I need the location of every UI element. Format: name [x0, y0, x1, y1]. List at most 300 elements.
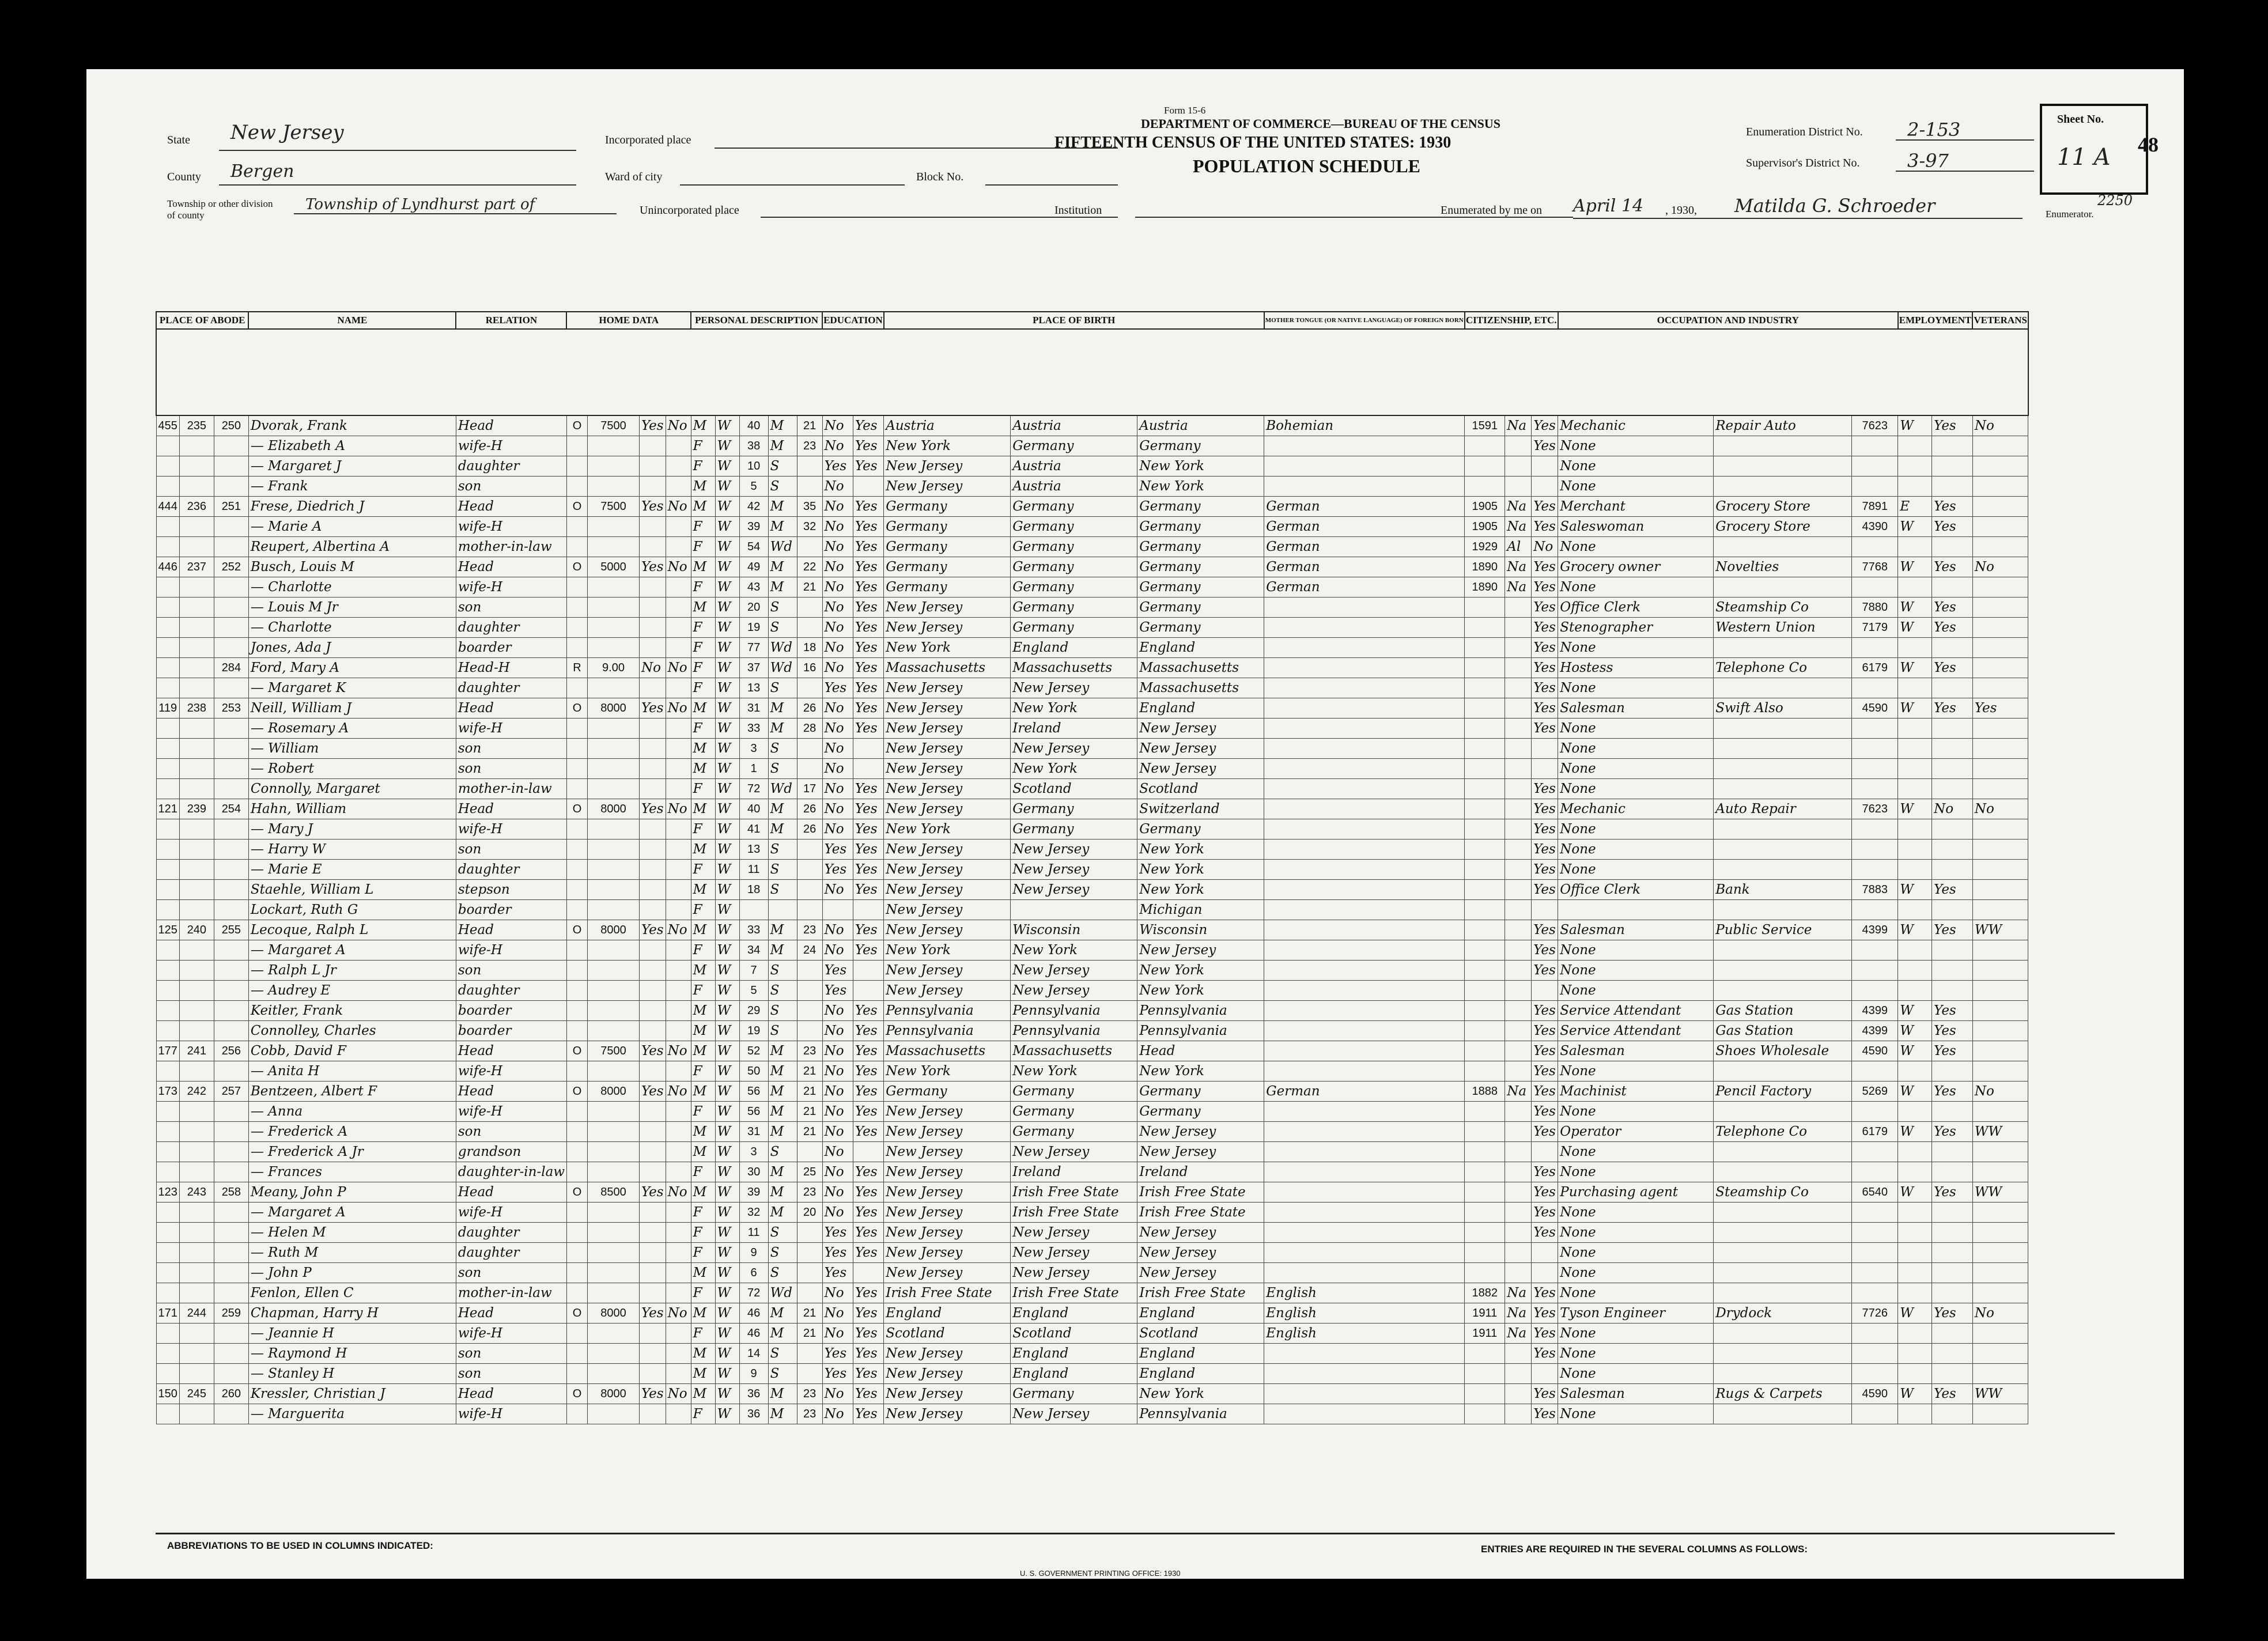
table-cell: Germany — [1011, 1384, 1137, 1404]
table-cell: Yes — [1532, 557, 1558, 577]
table-cell — [639, 1364, 666, 1384]
table-cell — [1898, 477, 1932, 497]
table-cell: W — [715, 415, 739, 436]
table-cell: Yes — [853, 415, 883, 436]
table-cell — [587, 860, 639, 880]
table-cell: No — [822, 415, 853, 436]
table-cell: Rugs & Carpets — [1714, 1384, 1852, 1404]
table-row — [156, 860, 2028, 880]
table-cell: M — [691, 1082, 715, 1102]
table-cell — [853, 739, 883, 759]
table-cell — [179, 840, 214, 860]
table-cell: Connolley, Charles — [248, 1021, 456, 1041]
table-cell: Yes — [639, 920, 666, 940]
table-cell: Germany — [1011, 1122, 1137, 1142]
table-cell — [666, 759, 691, 779]
table-cell — [1852, 779, 1898, 799]
state-label: State — [167, 134, 190, 146]
table-cell: Yes — [1532, 1223, 1558, 1243]
table-cell: No — [822, 1404, 853, 1424]
table-cell — [1972, 1041, 2028, 1061]
table-cell: Germany — [1011, 1082, 1137, 1102]
table-cell — [587, 900, 639, 920]
table-cell — [639, 860, 666, 880]
table-cell — [1972, 577, 2028, 598]
table-cell: 54 — [739, 537, 768, 557]
table-cell: 123 — [156, 1182, 179, 1203]
table-cell: None — [1558, 1203, 1714, 1223]
table-cell: son — [456, 1263, 566, 1283]
table-cell — [1465, 678, 1505, 698]
table-cell: No — [822, 1182, 853, 1203]
table-cell: New York — [1137, 860, 1264, 880]
table-cell: New Jersey — [1011, 961, 1137, 981]
table-cell — [1898, 1344, 1932, 1364]
table-cell — [1714, 1142, 1852, 1162]
table-cell: 52 — [739, 1041, 768, 1061]
table-cell — [1972, 1243, 2028, 1263]
table-cell: No — [822, 1162, 853, 1182]
table-cell — [797, 1001, 822, 1021]
table-cell: Germany — [1011, 557, 1137, 577]
table-cell — [1898, 1162, 1932, 1182]
table-cell — [1465, 981, 1505, 1001]
table-cell: — Margaret A — [248, 1203, 456, 1223]
population-table — [156, 311, 2029, 1424]
table-cell — [639, 1324, 666, 1344]
table-cell — [179, 819, 214, 840]
table-cell: Yes — [1532, 1344, 1558, 1364]
table-row — [156, 739, 2028, 759]
table-cell — [156, 719, 179, 739]
table-cell — [1714, 860, 1852, 880]
table-cell: Germany — [1137, 1082, 1264, 1102]
table-cell: New Jersey — [1137, 940, 1264, 961]
table-cell: Germany — [884, 557, 1011, 577]
table-cell: Massachusetts — [1137, 678, 1264, 698]
table-cell: Yes — [853, 537, 883, 557]
table-cell: 17 — [797, 779, 822, 799]
table-cell — [587, 961, 639, 981]
table-cell: Yes — [1932, 1082, 1973, 1102]
table-row — [156, 1061, 2028, 1082]
table-cell: New Jersey — [884, 1162, 1011, 1182]
table-cell: Ireland — [1011, 1162, 1137, 1182]
table-cell — [853, 759, 883, 779]
table-cell: No — [822, 497, 853, 517]
table-cell — [822, 900, 853, 920]
table-cell — [666, 1061, 691, 1082]
table-cell: Novelties — [1714, 557, 1852, 577]
table-cell — [1898, 1203, 1932, 1223]
table-cell — [587, 577, 639, 598]
table-cell: New Jersey — [884, 1263, 1011, 1283]
table-cell — [1714, 961, 1852, 981]
table-cell: WW — [1972, 1122, 2028, 1142]
table-cell: — Marie E — [248, 860, 456, 880]
table-cell — [1264, 1021, 1465, 1041]
table-cell — [1898, 900, 1932, 920]
table-cell: wife-H — [456, 819, 566, 840]
table-cell — [639, 1142, 666, 1162]
table-cell: No — [822, 940, 853, 961]
table-cell — [179, 1001, 214, 1021]
table-cell: 236 — [179, 497, 214, 517]
table-cell: W — [715, 557, 739, 577]
table-cell: S — [768, 1223, 797, 1243]
table-cell: 1 — [739, 759, 768, 779]
table-cell — [1932, 739, 1973, 759]
table-cell — [214, 537, 248, 557]
table-cell — [1932, 638, 1973, 658]
table-row — [156, 1243, 2028, 1263]
table-cell — [1932, 860, 1973, 880]
table-cell: W — [715, 517, 739, 537]
table-cell — [566, 1203, 587, 1223]
table-cell: England — [1011, 638, 1137, 658]
table-cell — [1465, 1344, 1505, 1364]
table-cell — [566, 517, 587, 537]
table-cell: Yes — [1532, 1384, 1558, 1404]
table-cell: W — [1898, 658, 1932, 678]
table-cell — [639, 739, 666, 759]
table-cell: 1890 — [1465, 557, 1505, 577]
unincorporated-label: Unincorporated place — [640, 204, 739, 217]
table-cell: None — [1558, 1263, 1714, 1283]
table-cell: W — [715, 1122, 739, 1142]
table-cell: 29 — [739, 1001, 768, 1021]
table-cell: daughter — [456, 456, 566, 477]
table-cell: 11 — [739, 1223, 768, 1243]
table-cell — [666, 981, 691, 1001]
table-cell — [666, 739, 691, 759]
table-cell: New Jersey — [884, 1364, 1011, 1384]
table-cell: W — [715, 618, 739, 638]
table-row — [156, 456, 2028, 477]
table-cell: W — [715, 537, 739, 557]
form-number: Form 15-6 — [1164, 105, 1206, 116]
table-cell: England — [1137, 698, 1264, 719]
table-row — [156, 678, 2028, 698]
table-cell: Na — [1505, 517, 1532, 537]
table-cell — [179, 1142, 214, 1162]
table-cell: No — [822, 739, 853, 759]
table-cell: No — [1932, 799, 1973, 819]
table-cell: England — [1137, 1303, 1264, 1324]
table-cell: F — [691, 1203, 715, 1223]
table-cell: New York — [1137, 981, 1264, 1001]
table-cell: Yes — [853, 819, 883, 840]
table-cell: Na — [1505, 1283, 1532, 1303]
table-cell: W — [715, 799, 739, 819]
table-cell — [179, 1263, 214, 1283]
table-cell: Yes — [1532, 799, 1558, 819]
table-cell — [1465, 1122, 1505, 1142]
table-cell — [639, 1162, 666, 1182]
table-cell — [1465, 1021, 1505, 1041]
table-cell — [179, 477, 214, 497]
table-cell: New Jersey — [1011, 1263, 1137, 1283]
table-cell: Massachusetts — [884, 1041, 1011, 1061]
table-cell: 19 — [739, 1021, 768, 1041]
table-cell: Yes — [1532, 598, 1558, 618]
table-cell — [566, 940, 587, 961]
table-cell — [1972, 1102, 2028, 1122]
table-cell: F — [691, 1061, 715, 1082]
table-cell: Yes — [1932, 1303, 1973, 1324]
table-cell — [179, 517, 214, 537]
table-cell — [1898, 1283, 1932, 1303]
table-cell — [797, 900, 822, 920]
table-cell — [179, 1061, 214, 1082]
table-cell: Yes — [1932, 1001, 1973, 1021]
table-cell — [1532, 1243, 1558, 1263]
table-cell: 444 — [156, 497, 179, 517]
corner-note: 2250 — [2097, 192, 2133, 209]
table-cell: New Jersey — [884, 719, 1011, 739]
table-cell: Yes — [853, 1001, 883, 1021]
table-cell: New Jersey — [1137, 1122, 1264, 1142]
table-cell: Grocery Store — [1714, 497, 1852, 517]
table-cell: wife-H — [456, 940, 566, 961]
table-cell: M — [768, 1203, 797, 1223]
table-cell: S — [768, 961, 797, 981]
table-cell — [639, 1001, 666, 1021]
table-cell — [1972, 678, 2028, 698]
table-cell: 252 — [214, 557, 248, 577]
table-cell: 21 — [797, 1102, 822, 1122]
table-cell — [797, 537, 822, 557]
table-cell: O — [566, 1384, 587, 1404]
table-cell: No — [822, 1384, 853, 1404]
table-cell — [1898, 1263, 1932, 1283]
table-cell: Scotland — [884, 1324, 1011, 1344]
table-cell — [1932, 940, 1973, 961]
table-cell: 40 — [739, 799, 768, 819]
table-cell: Frese, Diedrich J — [248, 497, 456, 517]
table-cell — [179, 981, 214, 1001]
table-cell — [666, 598, 691, 618]
table-cell: Operator — [1558, 1122, 1714, 1142]
table-cell — [587, 1364, 639, 1384]
table-cell — [1932, 819, 1973, 840]
table-cell: 4590 — [1852, 698, 1898, 719]
table-cell: son — [456, 1122, 566, 1142]
table-cell: Neill, William J — [248, 698, 456, 719]
table-cell — [666, 1243, 691, 1263]
table-cell: None — [1558, 819, 1714, 840]
table-cell: wife-H — [456, 1324, 566, 1344]
table-cell — [1465, 1061, 1505, 1082]
table-cell: New York — [1137, 1061, 1264, 1082]
table-cell: Head — [456, 1082, 566, 1102]
table-cell: New Jersey — [1011, 880, 1137, 900]
table-cell — [1972, 819, 2028, 840]
table-cell: Yes — [1532, 1283, 1558, 1303]
table-cell — [666, 1364, 691, 1384]
table-cell — [1505, 799, 1532, 819]
table-cell — [1932, 456, 1973, 477]
table-cell: Wd — [768, 638, 797, 658]
table-cell — [666, 1404, 691, 1424]
table-cell: No — [822, 1021, 853, 1041]
table-cell — [1465, 961, 1505, 981]
table-cell: W — [715, 477, 739, 497]
table-cell: Jones, Ada J — [248, 638, 456, 658]
table-cell — [639, 618, 666, 638]
table-cell — [1714, 638, 1852, 658]
table-cell: W — [1898, 1001, 1932, 1021]
table-cell: Irish Free State — [1137, 1182, 1264, 1203]
table-cell: 259 — [214, 1303, 248, 1324]
table-cell — [1264, 860, 1465, 880]
table-cell — [1932, 779, 1973, 799]
table-cell: 3 — [739, 1142, 768, 1162]
table-cell: None — [1558, 719, 1714, 739]
table-cell — [1505, 1102, 1532, 1122]
table-cell — [179, 456, 214, 477]
table-cell — [156, 1142, 179, 1162]
table-cell: Yes — [853, 799, 883, 819]
table-cell: 33 — [739, 920, 768, 940]
table-cell — [666, 1324, 691, 1344]
township-label: Township or other division of county — [167, 198, 273, 221]
table-cell: 8000 — [587, 920, 639, 940]
table-cell — [639, 436, 666, 456]
table-cell: M — [691, 920, 715, 940]
table-cell: 7500 — [587, 1041, 639, 1061]
table-cell: 38 — [739, 436, 768, 456]
table-cell — [156, 658, 179, 678]
table-cell: No — [1532, 537, 1558, 557]
table-cell: S — [768, 1364, 797, 1384]
table-cell — [566, 456, 587, 477]
table-cell: New Jersey — [884, 1182, 1011, 1203]
table-cell: Gas Station — [1714, 1001, 1852, 1021]
table-cell — [156, 678, 179, 698]
table-row — [156, 799, 2028, 819]
table-cell — [1972, 537, 2028, 557]
group-veterans: VETERANS — [1972, 312, 2028, 329]
table-cell: S — [768, 739, 797, 759]
table-cell: S — [768, 598, 797, 618]
enum-district-value: 2-153 — [1907, 119, 1961, 141]
table-cell — [1264, 598, 1465, 618]
table-cell: — Frank — [248, 477, 456, 497]
table-cell — [587, 779, 639, 799]
table-cell — [1505, 719, 1532, 739]
table-cell: Service Attendant — [1558, 1021, 1714, 1041]
table-cell — [797, 840, 822, 860]
table-cell: Yes — [853, 577, 883, 598]
table-cell: Yes — [1532, 880, 1558, 900]
table-cell: S — [768, 1001, 797, 1021]
table-row — [156, 1122, 2028, 1142]
table-cell — [1714, 436, 1852, 456]
table-cell: WW — [1972, 920, 2028, 940]
table-cell: Germany — [1137, 577, 1264, 598]
table-cell — [1972, 860, 2028, 880]
table-cell — [1465, 739, 1505, 759]
table-cell: None — [1558, 1324, 1714, 1344]
table-cell — [1505, 779, 1532, 799]
table-cell: Yes — [853, 1102, 883, 1122]
table-row — [156, 940, 2028, 961]
table-cell: None — [1558, 961, 1714, 981]
table-cell: 23 — [797, 1041, 822, 1061]
table-cell: Germany — [1137, 598, 1264, 618]
table-cell: O — [566, 799, 587, 819]
table-cell: None — [1558, 1142, 1714, 1162]
table-cell: — Frederick A — [248, 1122, 456, 1142]
table-cell: — Anita H — [248, 1061, 456, 1082]
table-cell: 177 — [156, 1041, 179, 1061]
table-cell — [179, 1223, 214, 1243]
table-cell: 56 — [739, 1082, 768, 1102]
table-cell — [666, 880, 691, 900]
table-cell — [1714, 477, 1852, 497]
table-cell: S — [768, 1263, 797, 1283]
table-cell: No — [822, 537, 853, 557]
table-cell — [1264, 900, 1465, 920]
table-cell: New Jersey — [884, 840, 1011, 860]
table-cell — [587, 1223, 639, 1243]
table-cell: M — [691, 698, 715, 719]
table-cell: Yes — [853, 940, 883, 961]
table-cell — [666, 618, 691, 638]
table-cell — [1852, 1324, 1898, 1344]
table-cell: Yes — [853, 517, 883, 537]
table-cell: wife-H — [456, 1203, 566, 1223]
table-cell — [156, 880, 179, 900]
table-cell — [639, 981, 666, 1001]
table-cell: Yes — [1532, 658, 1558, 678]
table-cell: — Audrey E — [248, 981, 456, 1001]
table-cell: O — [566, 415, 587, 436]
table-cell — [214, 961, 248, 981]
table-cell — [587, 1162, 639, 1182]
table-cell: 1882 — [1465, 1283, 1505, 1303]
table-cell: Michigan — [1137, 900, 1264, 920]
table-cell: No — [822, 477, 853, 497]
table-cell — [566, 1162, 587, 1182]
table-cell: No — [822, 719, 853, 739]
table-cell — [1465, 698, 1505, 719]
table-cell — [1898, 759, 1932, 779]
table-cell: — Frederick A Jr — [248, 1142, 456, 1162]
table-cell: Yes — [822, 1364, 853, 1384]
table-cell — [853, 961, 883, 981]
table-cell: M — [691, 1041, 715, 1061]
table-cell — [1505, 1142, 1532, 1162]
table-cell — [1898, 719, 1932, 739]
table-cell: Irish Free State — [1011, 1283, 1137, 1303]
table-cell — [156, 436, 179, 456]
table-cell: Austria — [1011, 456, 1137, 477]
table-cell: Yes — [1932, 1122, 1973, 1142]
table-cell — [566, 638, 587, 658]
table-row — [156, 598, 2028, 618]
table-cell: Germany — [884, 537, 1011, 557]
table-cell: W — [715, 719, 739, 739]
table-cell — [797, 598, 822, 618]
table-cell — [1264, 1102, 1465, 1122]
table-cell: None — [1558, 477, 1714, 497]
table-cell: W — [715, 1243, 739, 1263]
table-cell — [156, 739, 179, 759]
table-cell — [1852, 1263, 1898, 1283]
table-row — [156, 1384, 2028, 1404]
